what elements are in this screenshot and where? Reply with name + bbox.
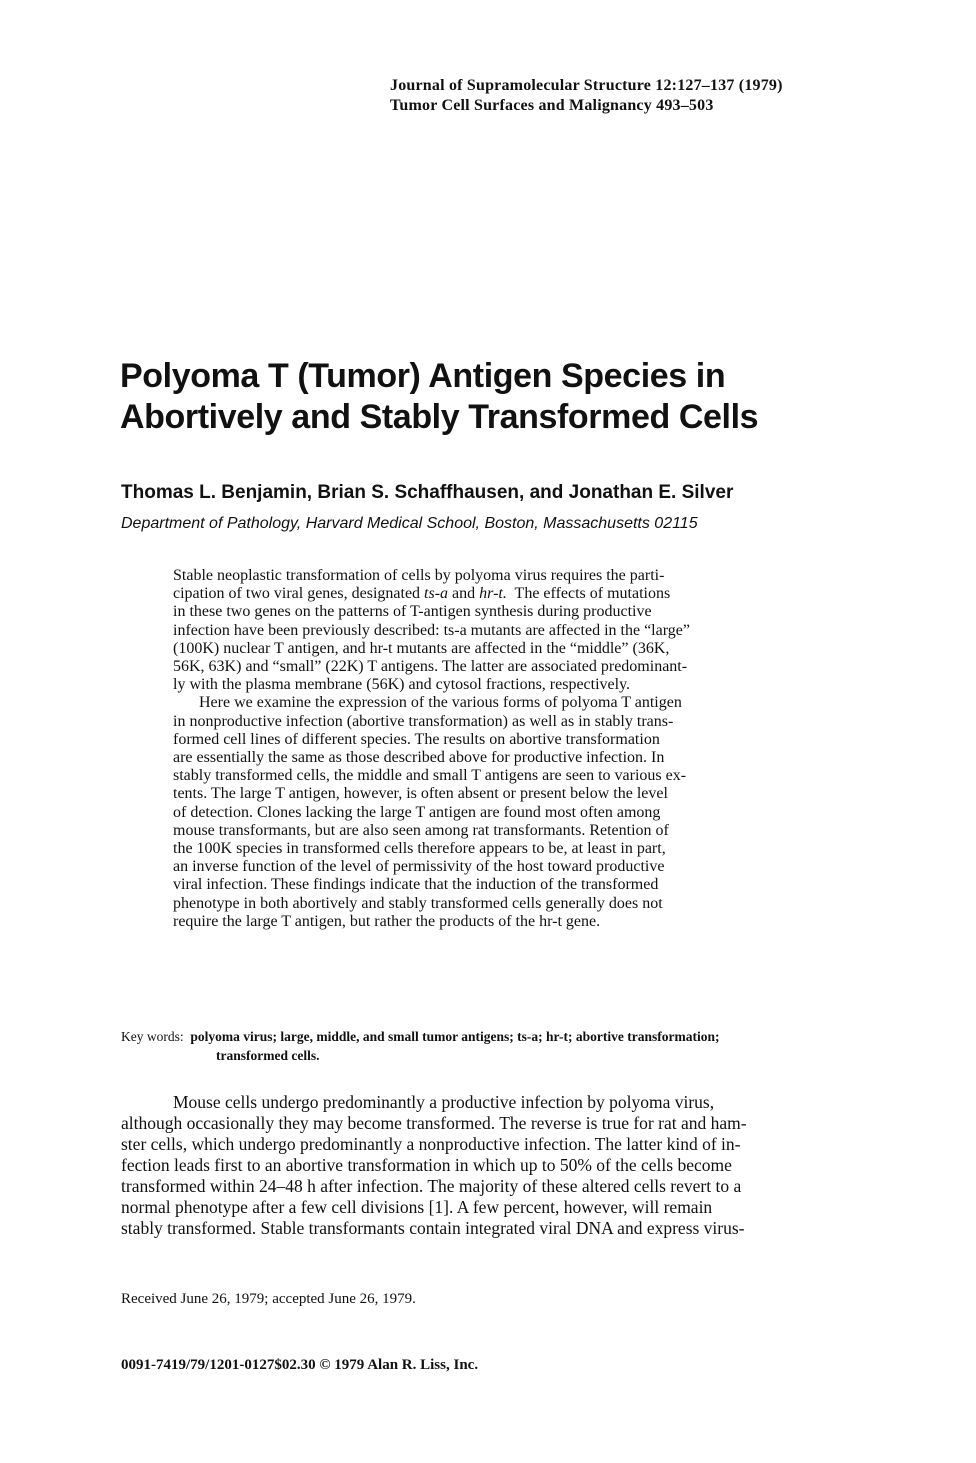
keywords-line-2: transformed cells.	[216, 1048, 320, 1063]
abstract-line: ly with the plasma membrane (56K) and cytosol fractions, respectively.	[173, 676, 631, 694]
abstract-line: require the large T antigen, but rather the products of the hr-t gene.	[173, 912, 601, 930]
body-line: fection leads first to an abortive transformation in which up to 50% of the cells become	[121, 1155, 732, 1175]
affiliation: Department of Pathology, Harvard Medical School, Boston, Massachusetts 02115	[121, 515, 698, 532]
author-list: Thomas L. Benjamin, Brian S. Schaffhausen, and Jonathan E. Silver	[121, 482, 734, 503]
body-line: ster cells, which undergo predominantly a nonproductive infection. The latter kind of in-	[121, 1134, 741, 1154]
body-line: stably transformed. Stable transformants contain integrated viral DNA and express virus-	[121, 1218, 745, 1238]
body-line: although occasionally they may become transformed. The reverse is true for rat and ham-	[121, 1113, 747, 1133]
title-line-1: Polyoma T (Tumor) Antigen Species in	[120, 357, 726, 395]
abstract-line: stably transformed cells, the middle and small T antigens are seen to various ex-	[173, 767, 687, 785]
copyright-line: 0091-7419/79/1201-0127$02.30 © 1979 Alan R. Liss, Inc.	[121, 1357, 479, 1373]
keywords	[121, 1027, 719, 1065]
abstract-line: in nonproductive infection (abortive transformation) as well as in stably trans-	[173, 712, 674, 730]
body-line: normal phenotype after a few cell divisions [1]. A few percent, however, will remain	[121, 1197, 713, 1217]
body-line: Mouse cells undergo predominantly a productive infection by polyoma virus,	[173, 1092, 715, 1112]
title-line-2: Abortively and Stably Transformed Cells	[120, 398, 759, 436]
body-text	[121, 1092, 881, 1239]
abstract-line: infection have been previously described: ts-a mutants are affected in the “large”	[173, 621, 690, 639]
abstract-line: Here we examine the expression of the various forms of polyoma T antigen	[199, 694, 682, 712]
journal-line-1: Journal of Supramolecular Structure 12:127–137 (1979)	[390, 77, 783, 94]
abstract-line: of detection. Clones lacking the large T antigen are found most often among	[173, 803, 661, 821]
abstract-line: mouse transformants, but are also seen among rat transformants. Retention of	[173, 821, 669, 839]
journal-citation	[390, 76, 783, 116]
abstract-line: viral infection. These findings indicate that the induction of the transformed	[173, 876, 659, 894]
abstract-line: tents. The large T antigen, however, is often absent or present below the level	[173, 785, 668, 803]
abstract-line: in these two genes on the patterns of T-antigen synthesis during productive	[173, 603, 652, 621]
abstract-line: formed cell lines of different species. The results on abortive transformation	[173, 730, 660, 748]
abstract-line: Stable neoplastic transformation of cells by polyoma virus requires the parti-	[173, 567, 665, 584]
body-line: transformed within 24–48 h after infection. The majority of these altered cells revert to a	[121, 1176, 742, 1196]
abstract	[173, 567, 823, 931]
received-date: Received June 26, 1979; accepted June 26, 1979.	[121, 1291, 416, 1307]
abstract-line: an inverse function of the level of permissivity of the host toward productive	[173, 858, 665, 876]
abstract-line: (100K) nuclear T antigen, and hr-t mutants are affected in the “middle” (36K,	[173, 639, 670, 657]
journal-line-2: Tumor Cell Surfaces and Malignancy 493–503	[390, 97, 714, 114]
paper-title	[120, 356, 880, 438]
keywords-label: Key words:	[121, 1029, 184, 1044]
abstract-line: 56K, 63K) and “small” (22K) T antigens. The latter are associated predominant-	[173, 658, 688, 676]
abstract-line: are essentially the same as those described above for productive infection. In	[173, 749, 665, 767]
abstract-line: cipation of two viral genes, designated ts-a and hr-t. The effects of mutations	[173, 585, 671, 603]
abstract-line: phenotype in both abortively and stably transformed cells generally does not	[173, 894, 663, 912]
keywords-line-1: polyoma virus; large, middle, and small tumor antigens; ts-a; hr-t; abortive transformation;	[190, 1029, 720, 1044]
abstract-line: the 100K species in transformed cells therefore appears to be, at least in part,	[173, 840, 666, 858]
